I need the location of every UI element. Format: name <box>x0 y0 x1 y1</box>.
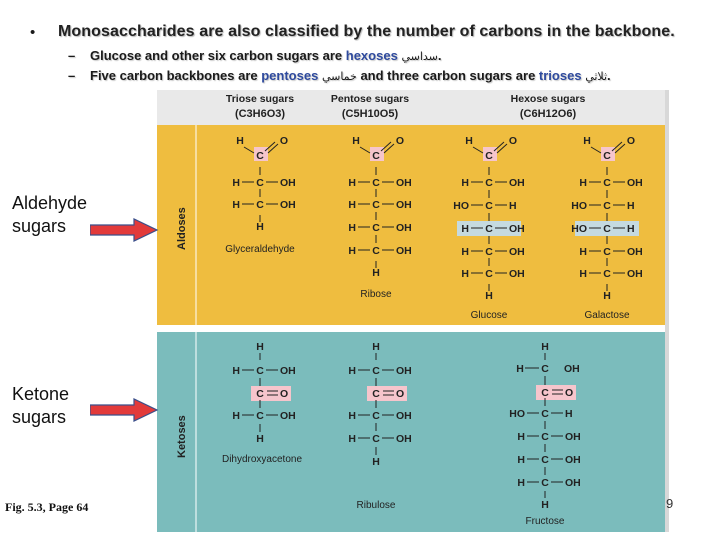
atom-label: H <box>465 135 473 147</box>
atom-label: C <box>372 199 380 211</box>
atom-label: OH <box>280 410 296 422</box>
atom-label: C <box>372 410 380 422</box>
atom-label: C <box>603 177 611 189</box>
atom-label: OH <box>509 223 525 235</box>
atom-label: C <box>372 222 380 234</box>
dash: – <box>68 68 76 83</box>
atom-label: H <box>352 135 360 147</box>
name-ribose: Ribose <box>360 289 392 300</box>
atom-label: OH <box>627 268 643 280</box>
atom-label: H <box>579 268 587 280</box>
atom-label: O <box>508 135 518 147</box>
subpoint-hexoses: – Glucose and other six carbon sugars are hexoses سداسي. <box>68 48 442 63</box>
atom-label: OH <box>627 246 643 258</box>
atom-label: O <box>396 388 405 400</box>
atom-label: C <box>485 150 493 162</box>
header-hexose-name: Hexose sugars <box>510 93 586 105</box>
atom-label: C <box>541 431 549 443</box>
atom-label: H <box>348 410 356 422</box>
atom-label: O <box>565 387 574 399</box>
atom-label: H <box>256 341 264 353</box>
atom-label: C <box>256 410 264 422</box>
header-hexose-formula: (C6H12O6) <box>519 108 577 120</box>
atom-label: H <box>627 223 635 235</box>
atom-label: OH <box>509 246 525 258</box>
row-label-aldoses: Aldoses <box>176 207 188 250</box>
keyword-trioses: trioses <box>538 68 582 83</box>
main-heading: Monosaccharides are also classified by the number of carbons in the backbone. <box>58 23 675 40</box>
atom-label: H <box>372 341 380 353</box>
atom-label: C <box>603 268 611 280</box>
atom-label: OH <box>627 177 643 189</box>
atom-label: H <box>583 135 591 147</box>
ketone-sugars-label: Ketone sugars <box>12 384 70 427</box>
atom-label: C <box>256 199 264 211</box>
atom-label: OH <box>396 410 412 422</box>
atom-label: H <box>627 200 635 212</box>
atom-label: H <box>603 290 611 302</box>
atom-label: H <box>256 433 264 445</box>
atom-label: H <box>565 408 573 420</box>
atom-label: OH <box>396 222 412 234</box>
bullet-marker: • <box>30 24 36 41</box>
atom-label: OH <box>280 199 296 211</box>
atom-label: C <box>541 408 549 420</box>
atom-label: H <box>232 410 240 422</box>
atom-label: O <box>395 135 405 147</box>
figure-reference: Fig. 5.3, Page 64 <box>5 500 89 514</box>
name-fructose: Fructose <box>525 516 565 527</box>
atom-label: H <box>236 135 244 147</box>
atom-label: H <box>517 477 525 489</box>
header-triose-name: Triose sugars <box>225 93 295 105</box>
atom-label: C <box>485 200 493 212</box>
atom-label: HO <box>453 200 469 212</box>
atom-label: OH <box>564 363 580 375</box>
atom-label: OH <box>396 433 412 445</box>
atom-label: H <box>348 222 356 234</box>
atom-label: H <box>509 200 517 212</box>
atom-label: H <box>348 433 356 445</box>
atom-label: O <box>626 135 636 147</box>
atom-label: O <box>279 135 289 147</box>
atom-label: C <box>256 177 264 189</box>
atom-label: H <box>461 246 469 258</box>
atom-label: C <box>485 246 493 258</box>
dash: – <box>68 48 76 63</box>
atom-label: H <box>541 499 549 511</box>
atom-label: H <box>461 268 469 280</box>
atom-label: OH <box>509 268 525 280</box>
atom-label: OH <box>565 454 581 466</box>
atom-label: OH <box>280 365 296 377</box>
atom-label: H <box>232 365 240 377</box>
atom-label: H <box>517 454 525 466</box>
header-pentose-formula: (C5H10O5) <box>341 108 399 120</box>
name-ribulose: Ribulose <box>356 500 396 511</box>
atom-label: HO <box>571 223 587 235</box>
name-galactose: Galactose <box>584 310 630 321</box>
atom-label: H <box>461 223 469 235</box>
ketose-panel <box>157 332 665 532</box>
atom-label: H <box>516 363 524 375</box>
atom-label: C <box>372 177 380 189</box>
atom-label: OH <box>396 177 412 189</box>
atom-label: C <box>541 477 549 489</box>
atom-label: H <box>348 199 356 211</box>
atom-label: H <box>541 341 549 353</box>
atom-label: H <box>372 267 380 279</box>
atom-label: C <box>485 177 493 189</box>
arrow-to-ketoses <box>90 398 160 422</box>
atom-label: OH <box>565 477 581 489</box>
atom-label: H <box>232 177 240 189</box>
atom-label: H <box>579 177 587 189</box>
atom-label: C <box>256 365 264 377</box>
atom-label: H <box>256 221 264 233</box>
arrow-to-aldoses <box>90 218 160 242</box>
atom-label: OH <box>396 245 412 257</box>
atom-label: C <box>541 387 549 399</box>
atom-label: C <box>372 365 380 377</box>
name-glyceraldehyde: Glyceraldehyde <box>225 244 295 255</box>
atom-label: C <box>485 268 493 280</box>
name-glucose: Glucose <box>470 310 508 321</box>
atom-label: OH <box>396 365 412 377</box>
header-pentose-name: Pentose sugars <box>330 93 410 105</box>
atom-label: H <box>517 431 525 443</box>
page-number: 9 <box>666 496 674 511</box>
atom-label: O <box>280 388 289 400</box>
atom-label: C <box>372 433 380 445</box>
atom-label: C <box>541 454 549 466</box>
atom-label: OH <box>565 431 581 443</box>
atom-label: H <box>579 246 587 258</box>
atom-label: H <box>461 177 469 189</box>
atom-label: OH <box>280 177 296 189</box>
atom-label: H <box>485 290 493 302</box>
row-label-ketoses: Ketoses <box>176 415 188 458</box>
atom-label: H <box>348 177 356 189</box>
atom-label: H <box>348 245 356 257</box>
atom-label: OH <box>509 177 525 189</box>
atom-label: C <box>256 150 264 162</box>
header-triose-formula: (C3H6O3) <box>234 108 286 120</box>
atom-label: H <box>348 365 356 377</box>
keyword-hexoses: hexoses <box>345 48 398 63</box>
atom-label: C <box>603 200 611 212</box>
atom-label: C <box>603 246 611 258</box>
atom-label: H <box>372 456 380 468</box>
atom-label: C <box>256 388 264 400</box>
atom-label: C <box>372 245 380 257</box>
atom-label: H <box>232 199 240 211</box>
figure-edge <box>665 90 669 532</box>
atom-label: HO <box>509 408 525 420</box>
atom-label: C <box>541 363 549 375</box>
atom-label: C <box>485 223 493 235</box>
atom-label: C <box>372 150 380 162</box>
atom-label: C <box>603 223 611 235</box>
name-dihydroxyacetone: Dihydroxyacetone <box>221 454 303 465</box>
monosaccharide-figure <box>150 90 665 532</box>
aldehyde-sugars-label: Aldehyde sugars <box>12 193 88 236</box>
subpoint-pentoses-trioses: – Five carbon backbones are pentoses خماسي and three carbon sugars are trioses ثلاثي. <box>68 68 611 83</box>
atom-label: C <box>372 388 380 400</box>
atom-label: HO <box>571 200 587 212</box>
keyword-pentoses: pentoses <box>261 68 319 83</box>
atom-label: OH <box>396 199 412 211</box>
atom-label: C <box>603 150 611 162</box>
